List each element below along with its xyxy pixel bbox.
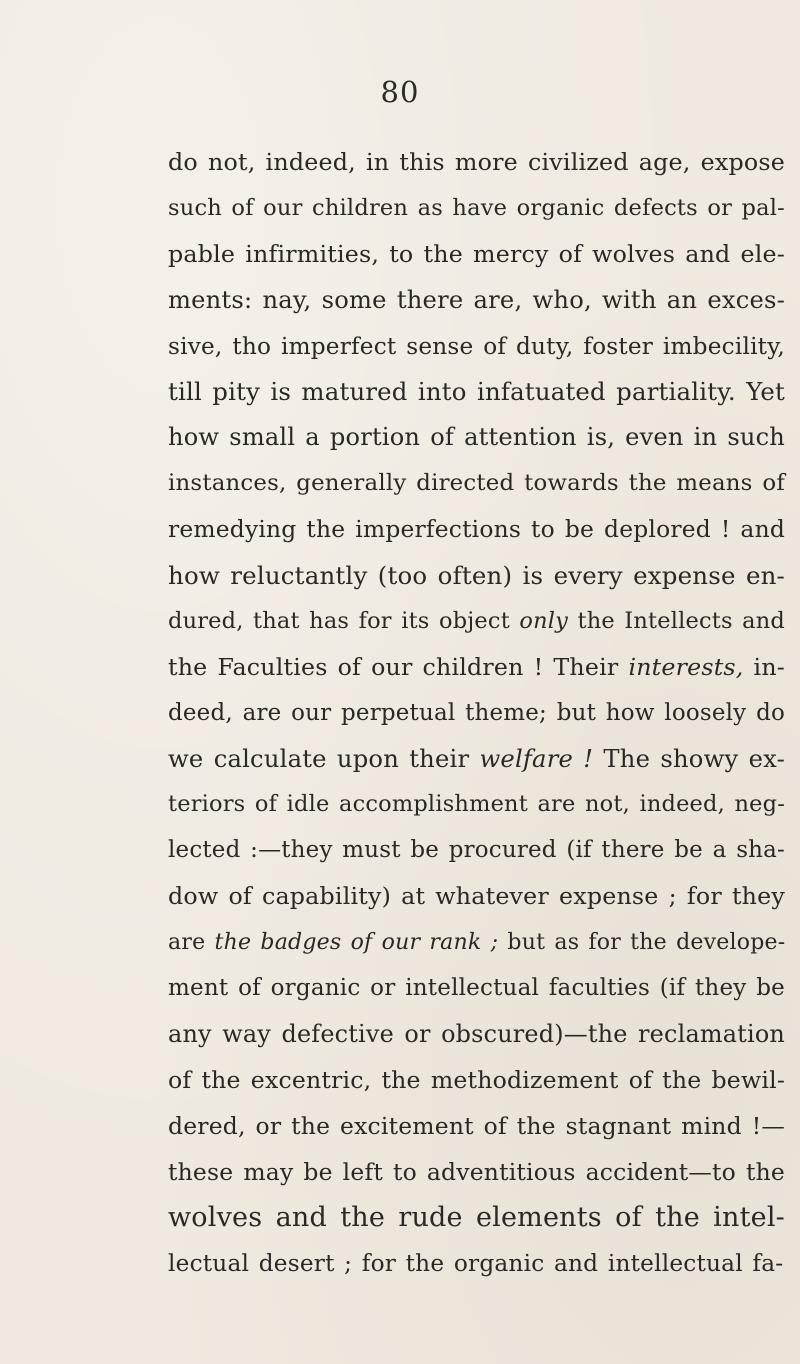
text-line: [168, 461, 785, 507]
text-segment: but as for the develope-: [498, 930, 786, 956]
text-line: [168, 324, 785, 370]
text-segment: dered, or the excitement of the stagnant mind !—: [168, 1111, 785, 1140]
text-segment: sive, tho imperfect sense of duty, foster imbecility,: [168, 332, 785, 360]
text-segment: such of our children as have organic defects or pal-: [168, 194, 785, 221]
text-line: [168, 691, 785, 737]
text-line: [168, 553, 785, 599]
text-line: [168, 782, 785, 828]
text-line: [168, 1012, 785, 1058]
text-segment: we calculate upon their: [168, 744, 480, 773]
text-segment: how reluctantly (too often) is every expense en-: [168, 561, 785, 591]
text-line: [168, 278, 785, 324]
text-segment: are: [168, 930, 215, 956]
text-line: [168, 737, 785, 783]
text-segment: of the excentric, the methodizement of the bewil-: [168, 1065, 785, 1094]
text-segment: The showy ex-: [593, 744, 785, 773]
text-segment: instances, generally directed towards the means of: [168, 470, 785, 497]
text-segment: wolves and the rude elements of the intel-: [168, 1202, 785, 1234]
text-segment: dow of capability) at whatever expense ; for they: [168, 882, 785, 911]
text-segment: the Intellects and: [568, 607, 785, 634]
text-segment: these may be left to adventitious accident—to the: [168, 1157, 785, 1186]
text-line: [168, 369, 785, 415]
text-segment: remedying the imperfections to be deplored ! and: [168, 515, 785, 544]
text-segment: any way defective or obscured)—the reclamation: [168, 1019, 785, 1048]
text-line: [168, 1195, 785, 1241]
body-text: [168, 140, 785, 1287]
text-segment: ments: nay, some there are, who, with an exces-: [168, 285, 785, 314]
text-line: [168, 645, 785, 691]
text-segment: the Faculties of our children ! Their: [168, 652, 629, 681]
text-segment: how small a portion of attention is, even in such: [168, 423, 785, 452]
text-line: [168, 415, 785, 461]
text-line: [168, 599, 785, 645]
text-line: [168, 1058, 785, 1104]
text-line: [168, 507, 785, 553]
italic-text: interests,: [628, 652, 744, 681]
text-segment: lectual desert ; for the organic and intellectual fa-: [168, 1250, 784, 1278]
text-line: [168, 186, 785, 232]
text-line: [168, 1241, 785, 1287]
text-line: [168, 920, 785, 966]
text-line: [168, 966, 785, 1012]
text-line: [168, 232, 785, 278]
italic-text: welfare !: [479, 744, 594, 773]
italic-text: only: [519, 607, 569, 634]
text-segment: pable infirmities, to the mercy of wolves and ele-: [168, 239, 785, 268]
text-segment: till pity is matured into infatuated partiality. Yet: [168, 377, 785, 407]
text-segment: lected :—they must be procured (if there be a sha-: [168, 837, 785, 864]
text-segment: in-: [743, 652, 785, 681]
page-number: 80: [380, 75, 420, 109]
text-segment: teriors of idle accomplishment are not, indeed, neg-: [168, 791, 785, 818]
italic-text: the badges of our rank ;: [214, 930, 499, 956]
text-segment: deed, are our perpetual theme; but how loosely do: [168, 699, 785, 726]
text-segment: dured, that has for its object: [168, 607, 520, 634]
text-segment: ment of organic or intellectual faculties (if they be: [168, 975, 785, 1002]
text-line: [168, 1150, 785, 1196]
text-line: [168, 874, 785, 920]
text-line: [168, 828, 785, 874]
text-line: [168, 140, 785, 186]
text-segment: do not, indeed, in this more civilized age, expose: [168, 148, 785, 176]
text-line: [168, 1104, 785, 1150]
